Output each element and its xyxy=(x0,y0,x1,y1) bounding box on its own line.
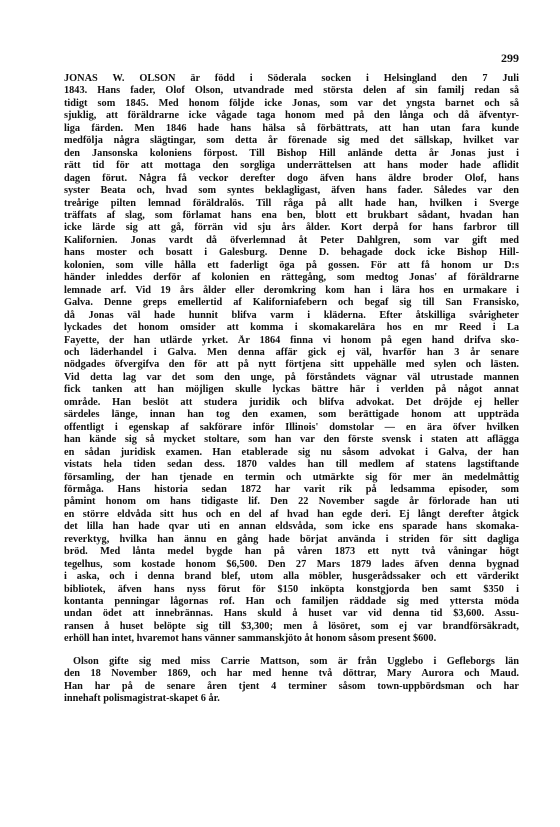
text-line: kolonien, som ville hålla ett faderligt öga på gossen. För att få honom ur D:s xyxy=(64,259,519,271)
text-line: det lilla han hade qvar uti en annan eldsvåda, som icke ens sparade hans skomaka- xyxy=(64,521,519,533)
text-line: hans moster och bosatt i Galesburg. Denne D. behagade dock icke Bishop Hill- xyxy=(64,247,519,259)
text-line: bibliotek, äfven hans nyss förut för $150 inköpta konstgjorda ben samt $350 i xyxy=(64,583,519,595)
book-page xyxy=(64,50,519,706)
biography-paragraph-2 xyxy=(64,656,519,706)
text-line: erhöll han intet, hvaremot hans vänner sammanskjöto åt honom såsom present $600. xyxy=(64,633,437,645)
text-line: lemnade arf. Vid 19 års ålder eller deromkring kom han i lära hos en urmakare i xyxy=(64,284,519,296)
text-line: träffats af slag, som förlamat hans ena ben, blott ett brukbart sådant, hvadan han xyxy=(64,209,519,221)
text-line: då Jonas väl hade hunnit blifva varm i kläderna. Efter åtskilliga svårigheter xyxy=(64,309,519,321)
text-line: dagen förut. Några få veckor derefter dogo äfven hans äldre broder Olof, hans xyxy=(64,172,519,184)
text-line: innehaft polismagistrat-skapet 6 år. xyxy=(64,693,220,705)
text-line: Galva. Denne greps emellertid af Kaliforniafebern och begaf sig till San Fransisko, xyxy=(64,297,519,309)
text-line: Vid detta lag var det som den unge, på förståndets vägnar väl utrustade mannen xyxy=(64,371,519,383)
text-line: nödgades öfvergifva den för att på nytt förtjena sitt uppehälle med sylen och lästen. xyxy=(64,359,519,371)
text-line: kontanta penningar lågornas rof. Han och familjen räddade sig med yttersta möda xyxy=(64,596,519,608)
text-line: bröd. Med lånta medel bygde han på våren 1873 ett nytt två våningar högt xyxy=(64,546,519,558)
text-line: liga färden. Men 1846 hade hans hälsa så förbättrats, att han utan fara kunde xyxy=(64,122,519,134)
text-line: tidigt som 1845. Med honom följde icke Jonas, som var det yngsta barnet och så xyxy=(64,97,519,109)
text-line: medfölja några slägtingar, som detta år förenade sig med det sällskap, hvilket var xyxy=(64,135,519,147)
text-line: och läderhandel i Galva. Men denna affär gick ej väl, hvarför han 3 år senare xyxy=(64,346,519,358)
text-line: område. Han beslöt att studera juridik och blifva advokat. Det dröjde ej heller xyxy=(64,396,519,408)
text-line: tegelhus, som kostade honom $6,500. Den 27 Mars 1879 lades äfven denna bygnad xyxy=(64,558,519,570)
text-line: treårige pilten lemnad föräldralös. Till råga på allt hade han, hvilken i Sverge xyxy=(64,197,519,209)
text-line: förmåga. Hans historia sedan 1872 har varit rik på ledsamma episoder, som xyxy=(64,483,519,495)
text-line: Olson gifte sig med miss Carrie Mattson, som är från Ugglebo i Gefleborgs län xyxy=(73,655,519,667)
text-line: han kände sig så mycket stoltare, som han var den förste svensk i staten att aflägga xyxy=(64,434,519,446)
text-line: reverktyg, hvilka han ännu en gång hade börjat använda i striden för sitt dagliga xyxy=(64,533,519,545)
text-line: 1843. Hans fader, Olof Olson, utvandrade med största delen af sin familj redan så xyxy=(64,85,519,97)
text-line: den Jansonska koloniens förpost. Till Bishop Hill anlände detta år Jonas just i xyxy=(64,147,519,159)
text-line: en större eldvåda sitt hus och en del af hvad han egde deri. Ej långt derefter åtgick xyxy=(64,508,519,520)
text-line: offentligt i egenskap af sakförare inför Illinois' domstolar — en ära öfver hvilken xyxy=(64,421,519,433)
text-line: fick tanken att han möjligen skulle lyckas bättre här i verlden på något annat xyxy=(64,384,519,396)
text-line: händer inleddes derför af kolonien en rättegång, som medtog Jonas' af föräldrarne xyxy=(64,272,519,284)
text-line: syster Beata och, hvad som syntes beklagligast, äfven hans fader. Således var den xyxy=(64,185,519,197)
text-line: JONAS W. OLSON är född i Söderala socken i Helsingland den 7 Juli xyxy=(64,73,519,84)
biography-paragraph-1 xyxy=(64,73,519,646)
text-line: påmint honom om hans tidigaste lif. Den 22 November sagde år förlorade han uti xyxy=(64,496,519,508)
text-line: särdeles länge, innan han tog den examen, som berättigade honom att uppträda xyxy=(64,409,519,421)
text-line: lyckades det honom omsider att komma i skomakarelära hos en mr Reed i La xyxy=(64,322,519,334)
text-line: Han har på de senare åren tjent 4 terminer såsom town-uppbördsman och har xyxy=(64,680,519,692)
text-line: församling, der han tjenade en termin och utmärkte sig för mer än medelmåttig xyxy=(64,471,519,483)
text-line: Kalifornien. Jonas vardt då öfverlemnad åt Peter Dahlgren, som var gift med xyxy=(64,234,519,246)
text-line: vistats hela tiden sedan dess. 1870 valdes han till medlem af statens lagstiftande xyxy=(64,459,519,471)
text-line: en sådan juridisk examen. Han etablerade sig nu såsom advokat i Galva, der han xyxy=(64,446,519,458)
page-number: 299 xyxy=(501,51,519,65)
text-line: den 18 November 1869, och har med henne två döttrar, Mary Aurora och Maud. xyxy=(64,668,519,680)
text-line: icke lärde sig att gå, förrän vid sju års ålder. Kort derpå for hans farbror till xyxy=(64,222,519,234)
text-line: Fayette, der han utlärde yrket. År 1864 finna vi honom på egen hand drifva sko- xyxy=(64,334,519,346)
text-line: ransen å huset belöpte sig till $3,300; men å lösöret, som ej var brandförsäkradt, xyxy=(64,620,519,632)
text-line: rätt tid för att mottaga den sorgliga underrättelsen att hans moder hade aflidit xyxy=(64,160,519,172)
text-line: sjuklig, att föräldrarne icke vågade taga honom med på den långa och då äfventyr- xyxy=(64,110,519,122)
text-line: i aska, och i denna brand blef, utom alla möbler, husgerådssaker och ett värderikt xyxy=(64,571,519,583)
text-line: undan ödet att innebrännas. Hans skuld å huset var vid denna tid $3,600. Assu- xyxy=(64,608,519,620)
